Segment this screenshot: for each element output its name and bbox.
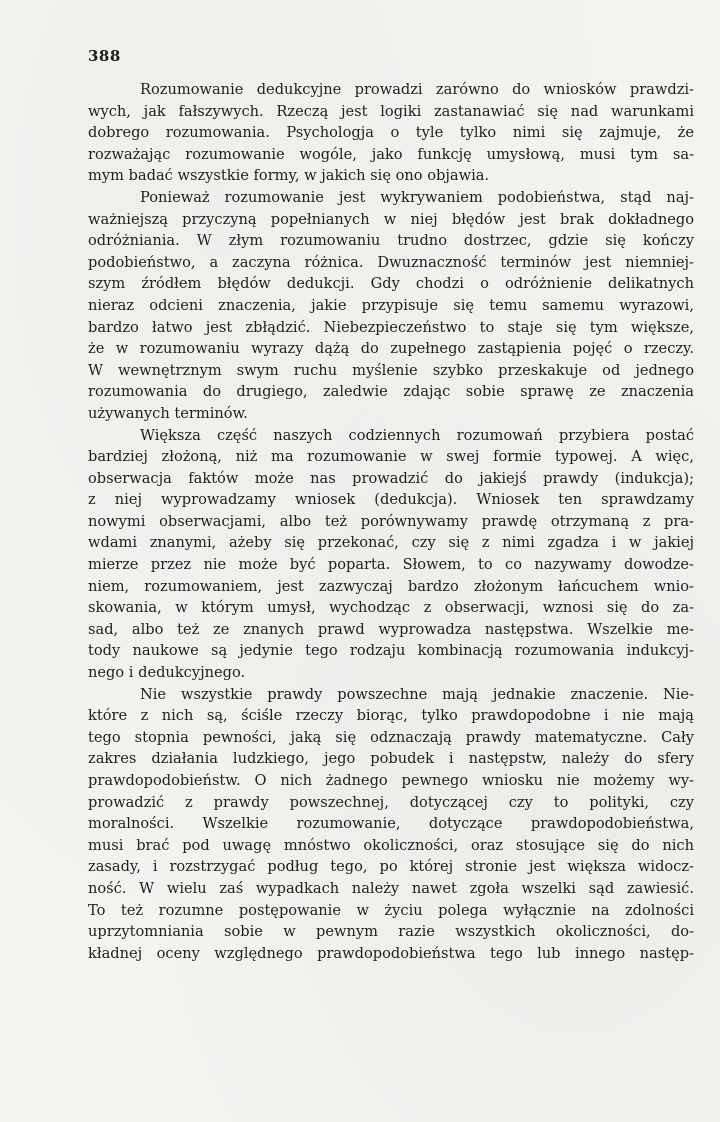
page-number: 388 — [88, 47, 121, 65]
body-text — [88, 79, 694, 964]
text-line: ważniejszą przyczyną popełnianych w niej błędów jest brak dokładnego — [88, 210, 694, 228]
text-line: skowania, w którym umysł, wychodząc z obserwacji, wznosi się do za- — [88, 599, 694, 617]
text-line: szym źródłem błędów dedukcji. Gdy chodzi o odróżnienie delikatnych — [88, 275, 694, 293]
text-line: tody naukowe są jedynie tego rodzaju kombinacją rozumowania indukcyj- — [88, 642, 694, 660]
text-line: rozumowania do drugiego, zaledwie zdając sobie sprawę ze znaczenia — [88, 383, 694, 401]
text-line: używanych terminów. — [88, 404, 248, 422]
paragraph-3 — [88, 425, 694, 684]
text-line: obserwacja faktów może nas prowadzić do jakiejś prawdy (indukcja); — [88, 469, 694, 487]
text-line: W wewnętrznym swym ruchu myślenie szybko przeskakuje od jednego — [88, 361, 694, 379]
text-line: nowymi obserwacjami, albo też porównywamy prawdę otrzymaną z pra- — [88, 512, 694, 530]
text-line: uprzytomniania sobie w pewnym razie wszystkich okoliczności, do- — [88, 923, 694, 941]
text-line: prowadzić z prawdy powszechnej, dotyczącej czy to polityki, czy — [88, 793, 694, 811]
text-line: nieraz odcieni znaczenia, jakie przypisuje się temu samemu wyrazowi, — [88, 296, 694, 314]
paragraph-1 — [88, 79, 694, 187]
text-line: ność. W wielu zaś wypadkach należy nawet zgoła wszelki sąd zawiesić. — [88, 879, 694, 897]
text-line: z niej wyprowadzamy wniosek (dedukcja). Wniosek ten sprawdzamy — [88, 491, 694, 509]
text-line: rozważając rozumowanie wogóle, jako funkcję umysłową, musi tym sa- — [88, 145, 694, 163]
text-line: zakres działania ludzkiego, jego pobudek i następstw, należy do sfery — [88, 750, 694, 768]
text-line: odróżniania. W złym rozumowaniu trudno dostrzec, gdzie się kończy — [88, 232, 694, 250]
text-line: moralności. Wszelkie rozumowanie, dotyczące prawdopodobieństwa, — [88, 815, 694, 833]
text-line: Większa część naszych codziennych rozumowań przybiera postać — [140, 426, 694, 444]
text-line: wdami znanymi, ażeby się przekonać, czy się z nimi zgadza i w jakiej — [88, 534, 694, 552]
text-line: wych, jak fałszywych. Rzeczą jest logiki zastanawiać się nad warunkami — [88, 102, 694, 120]
text-line: musi brać pod uwagę mnóstwo okoliczności, oraz stosujące się do nich — [88, 836, 694, 854]
text-line: Ponieważ rozumowanie jest wykrywaniem podobieństwa, stąd naj- — [140, 188, 694, 206]
text-line: dobrego rozumowania. Psychologja o tyle tylko nimi się zajmuje, że — [88, 124, 694, 142]
paragraph-4 — [88, 684, 694, 965]
paragraph-2 — [88, 187, 694, 425]
text-line: To też rozumne postępowanie w życiu polega wyłącznie na zdolności — [88, 901, 694, 919]
text-line: mym badać wszystkie formy, w jakich się ono objawia. — [88, 167, 490, 185]
text-line: prawdopodobieństw. O nich żadnego pewnego wniosku nie możemy wy- — [88, 772, 694, 789]
text-line: mierze przez nie może być poparta. Słowem, to co nazywamy dowodze- — [88, 556, 694, 574]
text-line: Nie wszystkie prawdy powszechne mają jednakie znaczenie. Nie- — [140, 685, 694, 703]
text-line: bardzo łatwo jest zbłądzić. Niebezpieczeństwo to staje się tym większe, — [88, 318, 694, 336]
text-line: Rozumowanie dedukcyjne prowadzi zarówno do wniosków prawdzi- — [140, 81, 694, 98]
text-line: sad, albo też ze znanych prawd wyprowadza następstwa. Wszelkie me- — [88, 620, 694, 638]
text-line: podobieństwo, a zaczyna różnica. Dwuznaczność terminów jest niemniej- — [88, 253, 694, 271]
text-line: nego i dedukcyjnego. — [88, 664, 246, 682]
text-line: zasady, i rozstrzygać podług tego, po której stronie jest większa widocz- — [88, 858, 694, 876]
text-line: tego stopnia pewności, jaką się odznaczają prawdy matematyczne. Cały — [88, 728, 694, 746]
text-line: które z nich są, ściśle rzeczy biorąc, tylko prawdopodobne i nie mają — [88, 707, 694, 725]
text-line: niem, rozumowaniem, jest zazwyczaj bardzo złożonym łańcuchem wnio- — [88, 577, 694, 595]
text-line: kładnej oceny względnego prawdopodobieństwa tego lub innego następ- — [88, 944, 694, 962]
text-line: że w rozumowaniu wyrazy dążą do zupełnego zastąpienia pojęć o rzeczy. — [88, 340, 694, 358]
text-line: bardziej złożoną, niż ma rozumowanie w swej formie typowej. A więc, — [88, 448, 694, 466]
